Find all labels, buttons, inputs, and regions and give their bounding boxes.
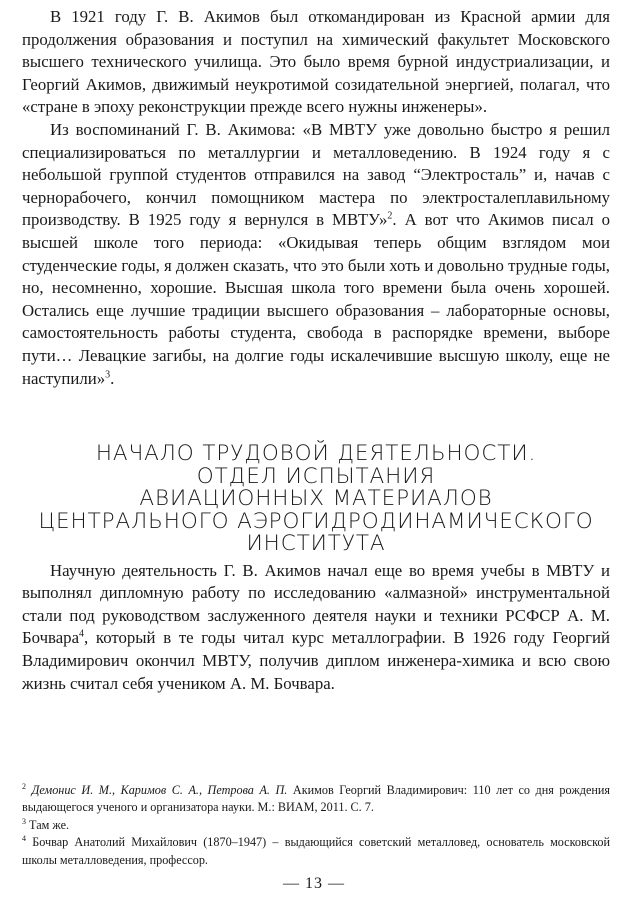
- paragraph-2-text: Из воспоминаний Г. В. Акимова: «В МВТУ уже довольно быстро я решил специализироваться по металлургии и металловедению. В 1924 году я с небольшой группой студентов отправился на завод “Электросталь” и, начав с чернорабочего, кончил помощником мастера по электросталеплавильному производству. В 1925 году я вернулся в МВТУ»: [22, 119, 610, 230]
- paragraph-2-end: .: [110, 368, 115, 388]
- heading-line-5: ИНСТИТУТА: [246, 531, 386, 557]
- heading-line-4: ЦЕНТРАЛЬНОГО АЭРОГИДРОДИНАМИЧЕСКОГО: [38, 508, 594, 534]
- paragraph-2: [22, 119, 610, 390]
- heading-line-1: НАЧАЛО ТРУДОВОЙ ДЕЯТЕЛЬНОСТИ.: [95, 441, 537, 467]
- footnote-3-text: Там же.: [26, 817, 70, 832]
- footnote-4: [22, 834, 610, 869]
- footnotes: [22, 782, 610, 869]
- footnote-3-number: 3: [22, 816, 26, 826]
- heading-line-3: АВИАЦИОННЫХ МАТЕРИАЛОВ: [139, 486, 493, 512]
- heading-line-2: ОТДЕЛ ИСПЫТАНИЯ: [196, 463, 436, 489]
- paragraph-2-text-cont: . А вот что Акимов писал о высшей школе того периода: «Окидывая теперь общим взглядом мои студенческие годы, я должен сказать, что это были хоть и довольно трудные годы, но, несомненно, хорошие. Высшая школа того времени была очень хорошей. Остались еще лучшие традиции высшего образования – лабораторные основы, самостоятельность работы студента, свобода в распорядке времени, выборе пути… Левацкие загибы, на долгие годы искалечившие высшую школу, еще не наступили»: [22, 210, 610, 388]
- footnote-4-number: 4: [22, 834, 26, 844]
- footnote-2: [22, 782, 610, 817]
- footnote-2-text: Акимов Георгий Владимирович: 110 лет со дня рождения выдающегося ученого и организатора науки. М.: ВИАМ, 2011. С. 7.: [22, 783, 610, 815]
- paragraph-3: [22, 560, 610, 696]
- paragraph-1: [22, 6, 610, 119]
- footnote-ref-3[interactable]: 3: [105, 368, 111, 380]
- page-number: — 13 —: [283, 875, 345, 892]
- paragraph-3-text: Научную деятельность Г. В. Акимов начал еще во время учебы в МВТУ и выполнял дипломную работу по исследованию «алмазной» инструментальной стали под руководством заслуженного деятеля науки и техники РСФСР А. М. Бочвара: [22, 560, 610, 648]
- paragraph-3-text-cont: , который в те годы читал курс металлографии. В 1926 году Георгий Владимирович окончил МВТУ, получив диплом инженера-химика и всю свою жизнь считал себя учеником А. М. Бочвара.: [22, 628, 610, 693]
- footnote-2-authors: Демонис И. М., Каримов С. А., Петрова А. П.: [31, 783, 288, 797]
- section-heading: [22, 443, 610, 556]
- paragraph-1-text: В 1921 году Г. В. Акимов был откомандирован из Красной армии для продолжения образования и поступил на химический факультет Московского высшего технического училища. Это было время бурной индустриализации, и Георгий Акимов, движимый неукротимой созидательной энергией, полагал, что «стране в эпоху реконструкции прежде всего нужны инженеры».: [22, 7, 610, 117]
- footnote-2-number: 2: [22, 781, 26, 791]
- footnote-4-text: Бочвар Анатолий Михайлович (1870–1947) – выдающийся советский металловед, основатель московской школы металловедения, профессор.: [22, 835, 610, 867]
- footnote-ref-4[interactable]: 4: [79, 628, 85, 640]
- footnote-3: [22, 817, 610, 834]
- footnote-ref-2[interactable]: 2: [387, 210, 393, 222]
